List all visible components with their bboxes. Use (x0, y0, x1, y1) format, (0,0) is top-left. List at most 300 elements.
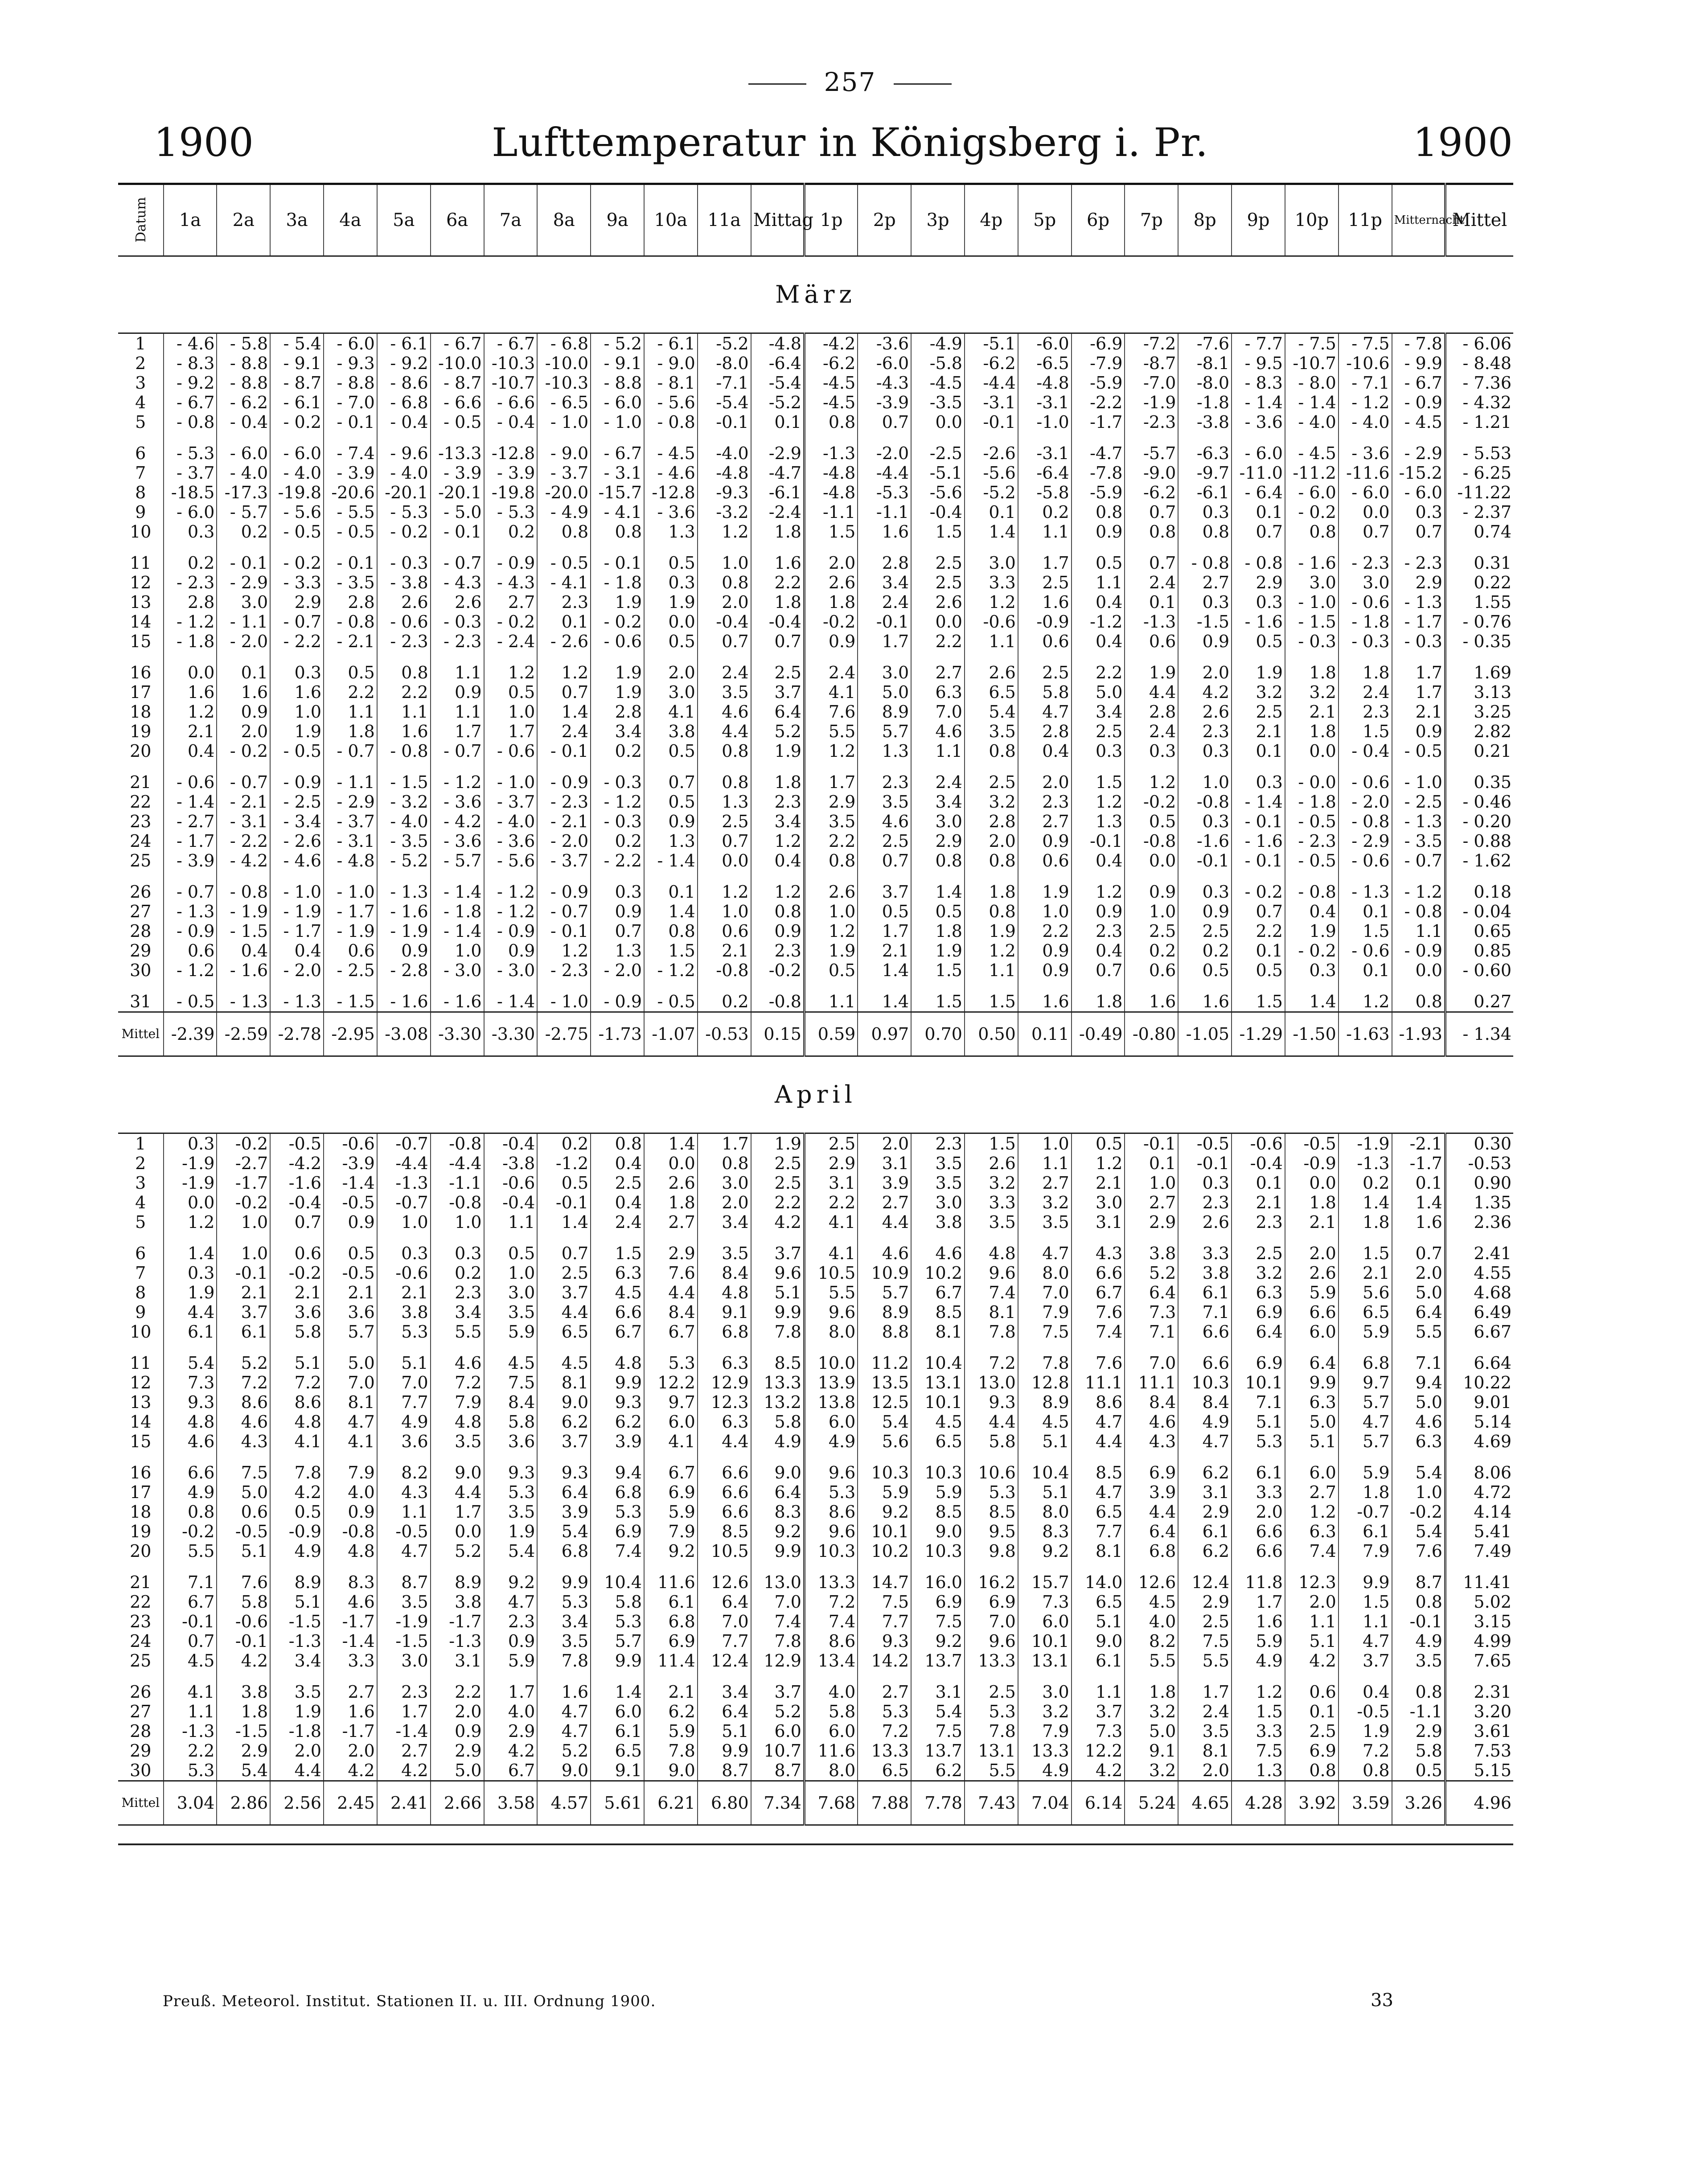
temperature-cell: 5.7 (858, 1283, 911, 1302)
temperature-cell: - 8.48 (1445, 353, 1513, 373)
temperature-cell: 8.3 (324, 1561, 377, 1592)
temperature-cell: -6.2 (1125, 483, 1178, 502)
temperature-cell: 3.7 (537, 1432, 591, 1451)
temperature-cell: - 7.0 (324, 393, 377, 412)
temperature-cell: 9.1 (591, 1761, 644, 1781)
temperature-cell: -6.3 (1178, 432, 1232, 463)
temperature-cell: - 1.7 (1392, 612, 1445, 632)
temperature-cell: 4.1 (164, 1671, 217, 1702)
temperature-cell: 5.3 (965, 1482, 1018, 1502)
temperature-cell: 6.4 (698, 1592, 751, 1612)
temperature-cell: -2.7 (217, 1154, 270, 1173)
table-row (118, 373, 1513, 393)
temperature-cell: 0.3 (1178, 1173, 1232, 1193)
temperature-cell: 4.0 (804, 1671, 858, 1702)
temperature-cell: - 6.7 (431, 333, 484, 354)
temperature-cell: 2.7 (1125, 1193, 1178, 1212)
temperature-cell: 1.0 (1018, 1133, 1072, 1154)
temperature-cell: -5.4 (698, 393, 751, 412)
temperature-cell: 7.65 (1445, 1651, 1513, 1671)
temperature-cell: 0.3 (1072, 741, 1125, 761)
temperature-cell: 6.6 (1232, 1522, 1285, 1541)
temperature-cell: 5.5 (965, 1761, 1018, 1781)
day-cell: 31 (130, 992, 152, 1011)
temperature-cell: 2.2 (431, 1671, 484, 1702)
temperature-cell: 1.7 (377, 1702, 431, 1721)
temperature-cell: - 1.21 (1445, 412, 1513, 432)
temperature-cell: -0.2 (1392, 1502, 1445, 1522)
temperature-cell: 0.3 (377, 1232, 431, 1263)
temperature-cell: 7.4 (965, 1283, 1018, 1302)
day-cell: 27 (130, 1702, 152, 1721)
temperature-cell: 13.3 (804, 1561, 858, 1592)
table-row (118, 941, 1513, 961)
temperature-cell: - 1.5 (217, 921, 270, 941)
temperature-cell: - 0.6 (1339, 851, 1392, 870)
temperature-cell: 1.8 (1339, 1482, 1392, 1502)
temperature-cell: 6.4 (751, 1482, 805, 1502)
temperature-cell: - 3.0 (484, 961, 538, 980)
temperature-cell: 6.7 (484, 1761, 538, 1781)
temperature-cell: - 6.0 (1232, 432, 1285, 463)
temperature-cell: -0.4 (911, 502, 965, 522)
temperature-cell: 2.9 (804, 792, 858, 812)
temperature-cell: 0.0 (1392, 961, 1445, 980)
temperature-cell: - 0.9 (484, 921, 538, 941)
temperature-cell: 1.4 (1339, 1193, 1392, 1212)
mean-cell: 7.78 (911, 1781, 965, 1825)
temperature-cell: 2.8 (164, 592, 217, 612)
temperature-cell: -5.6 (911, 483, 965, 502)
temperature-cell: 1.0 (1125, 1173, 1178, 1193)
table-row (118, 1342, 1513, 1373)
temperature-cell: - 1.62 (1445, 851, 1513, 870)
temperature-cell: 5.1 (377, 1342, 431, 1373)
temperature-cell: -5.4 (751, 373, 805, 393)
temperature-cell: - 2.3 (431, 632, 484, 651)
temperature-cell: - 5.3 (484, 502, 538, 522)
temperature-cell: 0.3 (591, 870, 644, 902)
temperature-cell: 7.2 (270, 1373, 324, 1392)
temperature-cell: 3.0 (698, 1173, 751, 1193)
temperature-cell: 1.0 (217, 1232, 270, 1263)
temperature-cell: 4.7 (1178, 1432, 1232, 1451)
temperature-cell: 3.61 (1445, 1721, 1513, 1741)
temperature-cell: 0.27 (1445, 980, 1513, 1012)
temperature-cell: 8.5 (911, 1302, 965, 1322)
temperature-cell: -0.1 (1072, 831, 1125, 851)
temperature-cell: - 0.1 (324, 542, 377, 573)
day-cell: 18 (130, 702, 152, 722)
temperature-cell: 2.31 (1445, 1671, 1513, 1702)
temperature-cell: 5.1 (270, 1592, 324, 1612)
mean-cell: -1.50 (1285, 1012, 1339, 1056)
temperature-cell: 0.8 (1392, 1671, 1445, 1702)
temperature-cell: - 6.4 (1232, 483, 1285, 502)
temperature-cell: 5.3 (164, 1761, 217, 1781)
temperature-cell: - 6.06 (1445, 333, 1513, 354)
temperature-cell: 1.1 (965, 632, 1018, 651)
temperature-cell: - 7.1 (1339, 373, 1392, 393)
table-row (118, 1392, 1513, 1412)
temperature-cell: - 6.6 (431, 393, 484, 412)
temperature-cell: 1.6 (1018, 592, 1072, 612)
temperature-cell: 10.3 (804, 1541, 858, 1561)
temperature-cell: 0.2 (1178, 941, 1232, 961)
temperature-cell: 1.9 (804, 941, 858, 961)
temperature-cell: 1.5 (1339, 1592, 1392, 1612)
temperature-cell: 1.2 (1125, 761, 1178, 792)
temperature-cell: 9.2 (1018, 1541, 1072, 1561)
temperature-cell: 3.9 (858, 1173, 911, 1193)
temperature-cell: 8.4 (484, 1392, 538, 1412)
temperature-cell: 3.25 (1445, 702, 1513, 722)
temperature-cell: 0.7 (644, 761, 698, 792)
day-cell: 4 (135, 1193, 146, 1212)
temperature-cell: 1.5 (1232, 1702, 1285, 1721)
table-row (118, 632, 1513, 651)
temperature-cell: 2.5 (751, 1173, 805, 1193)
temperature-cell: 8.4 (1178, 1392, 1232, 1412)
temperature-cell: 1.5 (644, 941, 698, 961)
temperature-cell: - 1.0 (1392, 761, 1445, 792)
temperature-cell: 0.9 (1018, 941, 1072, 961)
temperature-cell: 0.9 (324, 1212, 377, 1232)
temperature-cell: 4.4 (270, 1761, 324, 1781)
temperature-cell: -2.0 (858, 432, 911, 463)
temperature-cell: -0.8 (1178, 792, 1232, 812)
temperature-cell: 7.6 (217, 1561, 270, 1592)
day-cell: 26 (130, 882, 152, 902)
temperature-cell: 1.5 (1339, 722, 1392, 741)
column-header: 5p (1018, 184, 1072, 256)
temperature-cell: -0.2 (164, 1522, 217, 1541)
day-cell: 29 (130, 941, 152, 961)
temperature-cell: 0.5 (1178, 961, 1232, 980)
temperature-cell: -1.2 (1072, 612, 1125, 632)
temperature-cell: 2.3 (1339, 702, 1392, 722)
day-cell: 5 (135, 412, 146, 432)
temperature-cell: 8.8 (858, 1322, 911, 1342)
temperature-cell: 14.0 (1072, 1561, 1125, 1592)
temperature-cell: -10.6 (1339, 353, 1392, 373)
temperature-cell: 0.7 (1392, 522, 1445, 542)
temperature-cell: 0.2 (217, 522, 270, 542)
temperature-cell: 0.8 (804, 851, 858, 870)
temperature-cell: - 1.5 (1285, 612, 1339, 632)
temperature-cell: 1.8 (644, 1193, 698, 1212)
temperature-cell: 2.0 (324, 1741, 377, 1761)
temperature-cell: - 1.9 (377, 921, 431, 941)
temperature-cell: 7.4 (1072, 1322, 1125, 1342)
temperature-cell: 7.6 (1392, 1541, 1445, 1561)
day-cell: 19 (130, 722, 152, 741)
column-header: 2a (217, 184, 270, 256)
temperature-cell: 8.6 (804, 1502, 858, 1522)
temperature-cell: 2.1 (1392, 702, 1445, 722)
temperature-cell: - 0.5 (270, 522, 324, 542)
temperature-cell: 0.3 (1285, 961, 1339, 980)
temperature-cell: 7.49 (1445, 1541, 1513, 1561)
temperature-cell: 3.0 (644, 682, 698, 702)
temperature-cell: -20.0 (537, 483, 591, 502)
temperature-cell: 2.9 (1232, 573, 1285, 592)
table-row (118, 1283, 1513, 1302)
temperature-cell: 3.7 (1072, 1702, 1125, 1721)
temperature-cell: 6.9 (965, 1592, 1018, 1612)
temperature-cell: - 3.9 (164, 851, 217, 870)
mean-cell: 0.50 (965, 1012, 1018, 1056)
temperature-cell: - 0.9 (164, 921, 217, 941)
temperature-cell: 3.8 (431, 1592, 484, 1612)
temperature-cell: - 6.0 (1339, 483, 1392, 502)
temperature-cell: 3.8 (644, 722, 698, 741)
temperature-cell: 1.1 (484, 1212, 538, 1232)
temperature-cell: - 0.2 (270, 412, 324, 432)
temperature-cell: 4.68 (1445, 1283, 1513, 1302)
temperature-cell: 5.9 (644, 1502, 698, 1522)
temperature-cell: 0.7 (698, 831, 751, 851)
temperature-cell: 7.0 (911, 702, 965, 722)
temperature-cell: -4.4 (377, 1154, 431, 1173)
temperature-cell: 5.8 (1392, 1741, 1445, 1761)
temperature-cell: 7.2 (1339, 1741, 1392, 1761)
temperature-cell: 8.5 (751, 1342, 805, 1373)
temperature-cell: - 2.3 (1339, 542, 1392, 573)
temperature-cell: 2.0 (644, 651, 698, 682)
mean-cell: -0.49 (1072, 1012, 1125, 1056)
temperature-cell: 7.8 (270, 1451, 324, 1482)
temperature-cell: 5.8 (484, 1412, 538, 1432)
temperature-cell: - 0.3 (377, 542, 431, 573)
temperature-cell: 9.9 (698, 1741, 751, 1761)
temperature-cell: - 5.53 (1445, 432, 1513, 463)
temperature-cell: 2.9 (1178, 1502, 1232, 1522)
temperature-cell: - 3.7 (324, 812, 377, 831)
temperature-cell: - 5.8 (217, 333, 270, 354)
temperature-cell: 1.9 (1339, 1721, 1392, 1741)
temperature-cell: 0.31 (1445, 542, 1513, 573)
temperature-cell: -0.4 (270, 1193, 324, 1212)
temperature-cell: -1.1 (431, 1173, 484, 1193)
temperature-cell: 1.2 (1072, 1154, 1125, 1173)
temperature-cell: -7.2 (1125, 333, 1178, 354)
mean-cell: -3.08 (377, 1012, 431, 1056)
temperature-cell: - 1.7 (324, 902, 377, 921)
temperature-cell: - 0.5 (1392, 741, 1445, 761)
mean-cell: 0.15 (751, 1012, 805, 1056)
temperature-cell: -0.2 (217, 1133, 270, 1154)
temperature-cell: -6.0 (858, 353, 911, 373)
temperature-cell: - 0.8 (644, 412, 698, 432)
temperature-cell: -1.7 (1072, 412, 1125, 432)
table-row (118, 1133, 1513, 1154)
temperature-cell: -0.1 (1392, 1612, 1445, 1631)
mean-cell: -3.30 (484, 1012, 538, 1056)
temperature-cell: 4.7 (1072, 1412, 1125, 1432)
temperature-cell: 0.1 (1125, 1154, 1178, 1173)
temperature-cell: 0.7 (1339, 522, 1392, 542)
temperature-cell: 2.7 (644, 1212, 698, 1232)
temperature-cell: 0.2 (1018, 502, 1072, 522)
temperature-cell: -5.2 (751, 393, 805, 412)
temperature-cell: -5.1 (965, 333, 1018, 354)
temperature-cell: -0.5 (1178, 1133, 1232, 1154)
temperature-cell: 6.5 (1339, 1302, 1392, 1322)
temperature-cell: - 8.1 (644, 373, 698, 393)
temperature-cell: 9.6 (965, 1263, 1018, 1283)
temperature-cell: 5.5 (1392, 1322, 1445, 1342)
temperature-cell: 1.7 (804, 761, 858, 792)
day-cell: 11 (130, 1353, 152, 1373)
temperature-cell: -2.4 (751, 502, 805, 522)
temperature-cell: 6.0 (1285, 1322, 1339, 1342)
temperature-cell: 0.7 (537, 1232, 591, 1263)
temperature-cell: 1.2 (804, 921, 858, 941)
temperature-cell: 1.5 (1232, 980, 1285, 1012)
temperature-cell: 2.8 (1018, 722, 1072, 741)
temperature-cell: - 9.2 (164, 373, 217, 393)
temperature-cell: 7.9 (1018, 1721, 1072, 1741)
temperature-cell: 7.5 (911, 1612, 965, 1631)
temperature-cell: 5.3 (591, 1502, 644, 1522)
temperature-cell: 9.0 (431, 1451, 484, 1482)
temperature-cell: 6.2 (1178, 1451, 1232, 1482)
temperature-cell: 0.5 (804, 961, 858, 980)
temperature-cell: 6.1 (1072, 1651, 1125, 1671)
temperature-cell: - 2.1 (217, 792, 270, 812)
temperature-cell: -18.5 (164, 483, 217, 502)
temperature-cell: 4.1 (270, 1432, 324, 1451)
temperature-cell: -1.9 (164, 1173, 217, 1193)
temperature-cell: - 1.4 (1232, 393, 1285, 412)
temperature-cell: 5.9 (484, 1651, 538, 1671)
temperature-cell: 3.0 (911, 1193, 965, 1212)
temperature-cell: 0.5 (911, 902, 965, 921)
temperature-cell: 1.1 (1018, 1154, 1072, 1173)
temperature-cell: 6.1 (217, 1322, 270, 1342)
temperature-cell: 3.6 (324, 1302, 377, 1322)
table-row (118, 870, 1513, 902)
temperature-cell: - 0.20 (1445, 812, 1513, 831)
temperature-cell: 5.8 (270, 1322, 324, 1342)
temperature-cell: 2.7 (484, 592, 538, 612)
temperature-cell: 8.9 (431, 1561, 484, 1592)
temperature-cell: 5.7 (591, 1631, 644, 1651)
day-cell: 5 (135, 1212, 146, 1232)
temperature-cell: 2.7 (1018, 812, 1072, 831)
temperature-cell: 9.9 (751, 1302, 805, 1322)
temperature-cell: -0.6 (377, 1263, 431, 1283)
temperature-cell: 8.0 (1018, 1502, 1072, 1522)
temperature-cell: - 4.2 (217, 851, 270, 870)
temperature-cell: 4.7 (537, 1721, 591, 1741)
temperature-cell: 1.6 (270, 682, 324, 702)
temperature-cell: - 1.2 (164, 961, 217, 980)
temperature-cell: 13.3 (751, 1373, 805, 1392)
temperature-cell: - 0.3 (591, 761, 644, 792)
temperature-cell: 5.4 (537, 1522, 591, 1541)
temperature-cell: 5.4 (1392, 1522, 1445, 1541)
temperature-cell: -1.9 (1339, 1133, 1392, 1154)
temperature-cell: 7.6 (804, 702, 858, 722)
temperature-cell: -4.0 (698, 432, 751, 463)
day-cell: 12 (130, 1373, 152, 1392)
temperature-cell: - 0.6 (591, 632, 644, 651)
temperature-cell: 0.2 (484, 522, 538, 542)
temperature-cell: 2.1 (324, 1283, 377, 1302)
temperature-cell: 3.7 (858, 870, 911, 902)
temperature-cell: - 0.5 (164, 980, 217, 1012)
temperature-cell: -3.6 (858, 333, 911, 354)
temperature-cell: 5.2 (751, 1702, 805, 1721)
temperature-cell: 2.9 (644, 1232, 698, 1263)
temperature-cell: 9.0 (1072, 1631, 1125, 1651)
temperature-cell: - 4.2 (431, 812, 484, 831)
temperature-cell: 1.6 (377, 722, 431, 741)
temperature-cell: 9.4 (1392, 1373, 1445, 1392)
temperature-cell: 6.0 (804, 1721, 858, 1741)
temperature-cell: - 0.46 (1445, 792, 1513, 812)
temperature-cell: - 1.3 (270, 980, 324, 1012)
temperature-cell: - 1.3 (1392, 592, 1445, 612)
temperature-cell: -1.3 (377, 1173, 431, 1193)
day-cell: 1 (135, 334, 146, 353)
table-row (118, 463, 1513, 483)
temperature-cell: 0.18 (1445, 870, 1513, 902)
temperature-cell: - 9.0 (537, 432, 591, 463)
temperature-cell: 2.0 (858, 1133, 911, 1154)
day-cell: 6 (135, 1244, 146, 1263)
temperature-cell: - 0.5 (537, 542, 591, 573)
temperature-cell: 3.1 (804, 1173, 858, 1193)
temperature-cell: - 1.4 (484, 980, 538, 1012)
temperature-cell: 1.6 (858, 522, 911, 542)
temperature-cell: - 0.8 (377, 741, 431, 761)
mean-cell: 3.58 (484, 1781, 538, 1825)
column-header: 6p (1072, 184, 1125, 256)
temperature-cell: 2.9 (1392, 573, 1445, 592)
temperature-cell: 1.69 (1445, 651, 1513, 682)
temperature-cell: - 3.8 (377, 573, 431, 592)
header-year-right: 1900 (1413, 119, 1513, 165)
temperature-cell: 1.2 (965, 592, 1018, 612)
temperature-cell: 7.5 (858, 1592, 911, 1612)
temperature-cell: 2.5 (804, 1133, 858, 1154)
temperature-cell: 1.5 (911, 980, 965, 1012)
temperature-cell: 2.5 (537, 1263, 591, 1283)
table-row (118, 1522, 1513, 1541)
temperature-cell: -4.5 (911, 373, 965, 393)
temperature-cell: 2.0 (1178, 651, 1232, 682)
temperature-cell: -4.8 (1018, 373, 1072, 393)
temperature-cell: 2.9 (484, 1721, 538, 1741)
temperature-cell: 7.8 (751, 1322, 805, 1342)
temperature-cell: 2.5 (591, 1173, 644, 1193)
temperature-cell: 2.9 (1392, 1721, 1445, 1741)
day-cell: 2 (135, 353, 146, 373)
temperature-cell: 6.8 (591, 1482, 644, 1502)
temperature-cell: -0.6 (324, 1133, 377, 1154)
temperature-cell: 0.5 (484, 1232, 538, 1263)
temperature-cell: -0.2 (804, 612, 858, 632)
temperature-cell: 6.9 (591, 1522, 644, 1541)
temperature-cell: 2.2 (751, 1193, 805, 1212)
temperature-cell: 7.1 (1178, 1302, 1232, 1322)
temperature-cell: - 1.0 (591, 412, 644, 432)
temperature-cell: 1.3 (644, 522, 698, 542)
temperature-cell: - 0.7 (1392, 851, 1445, 870)
